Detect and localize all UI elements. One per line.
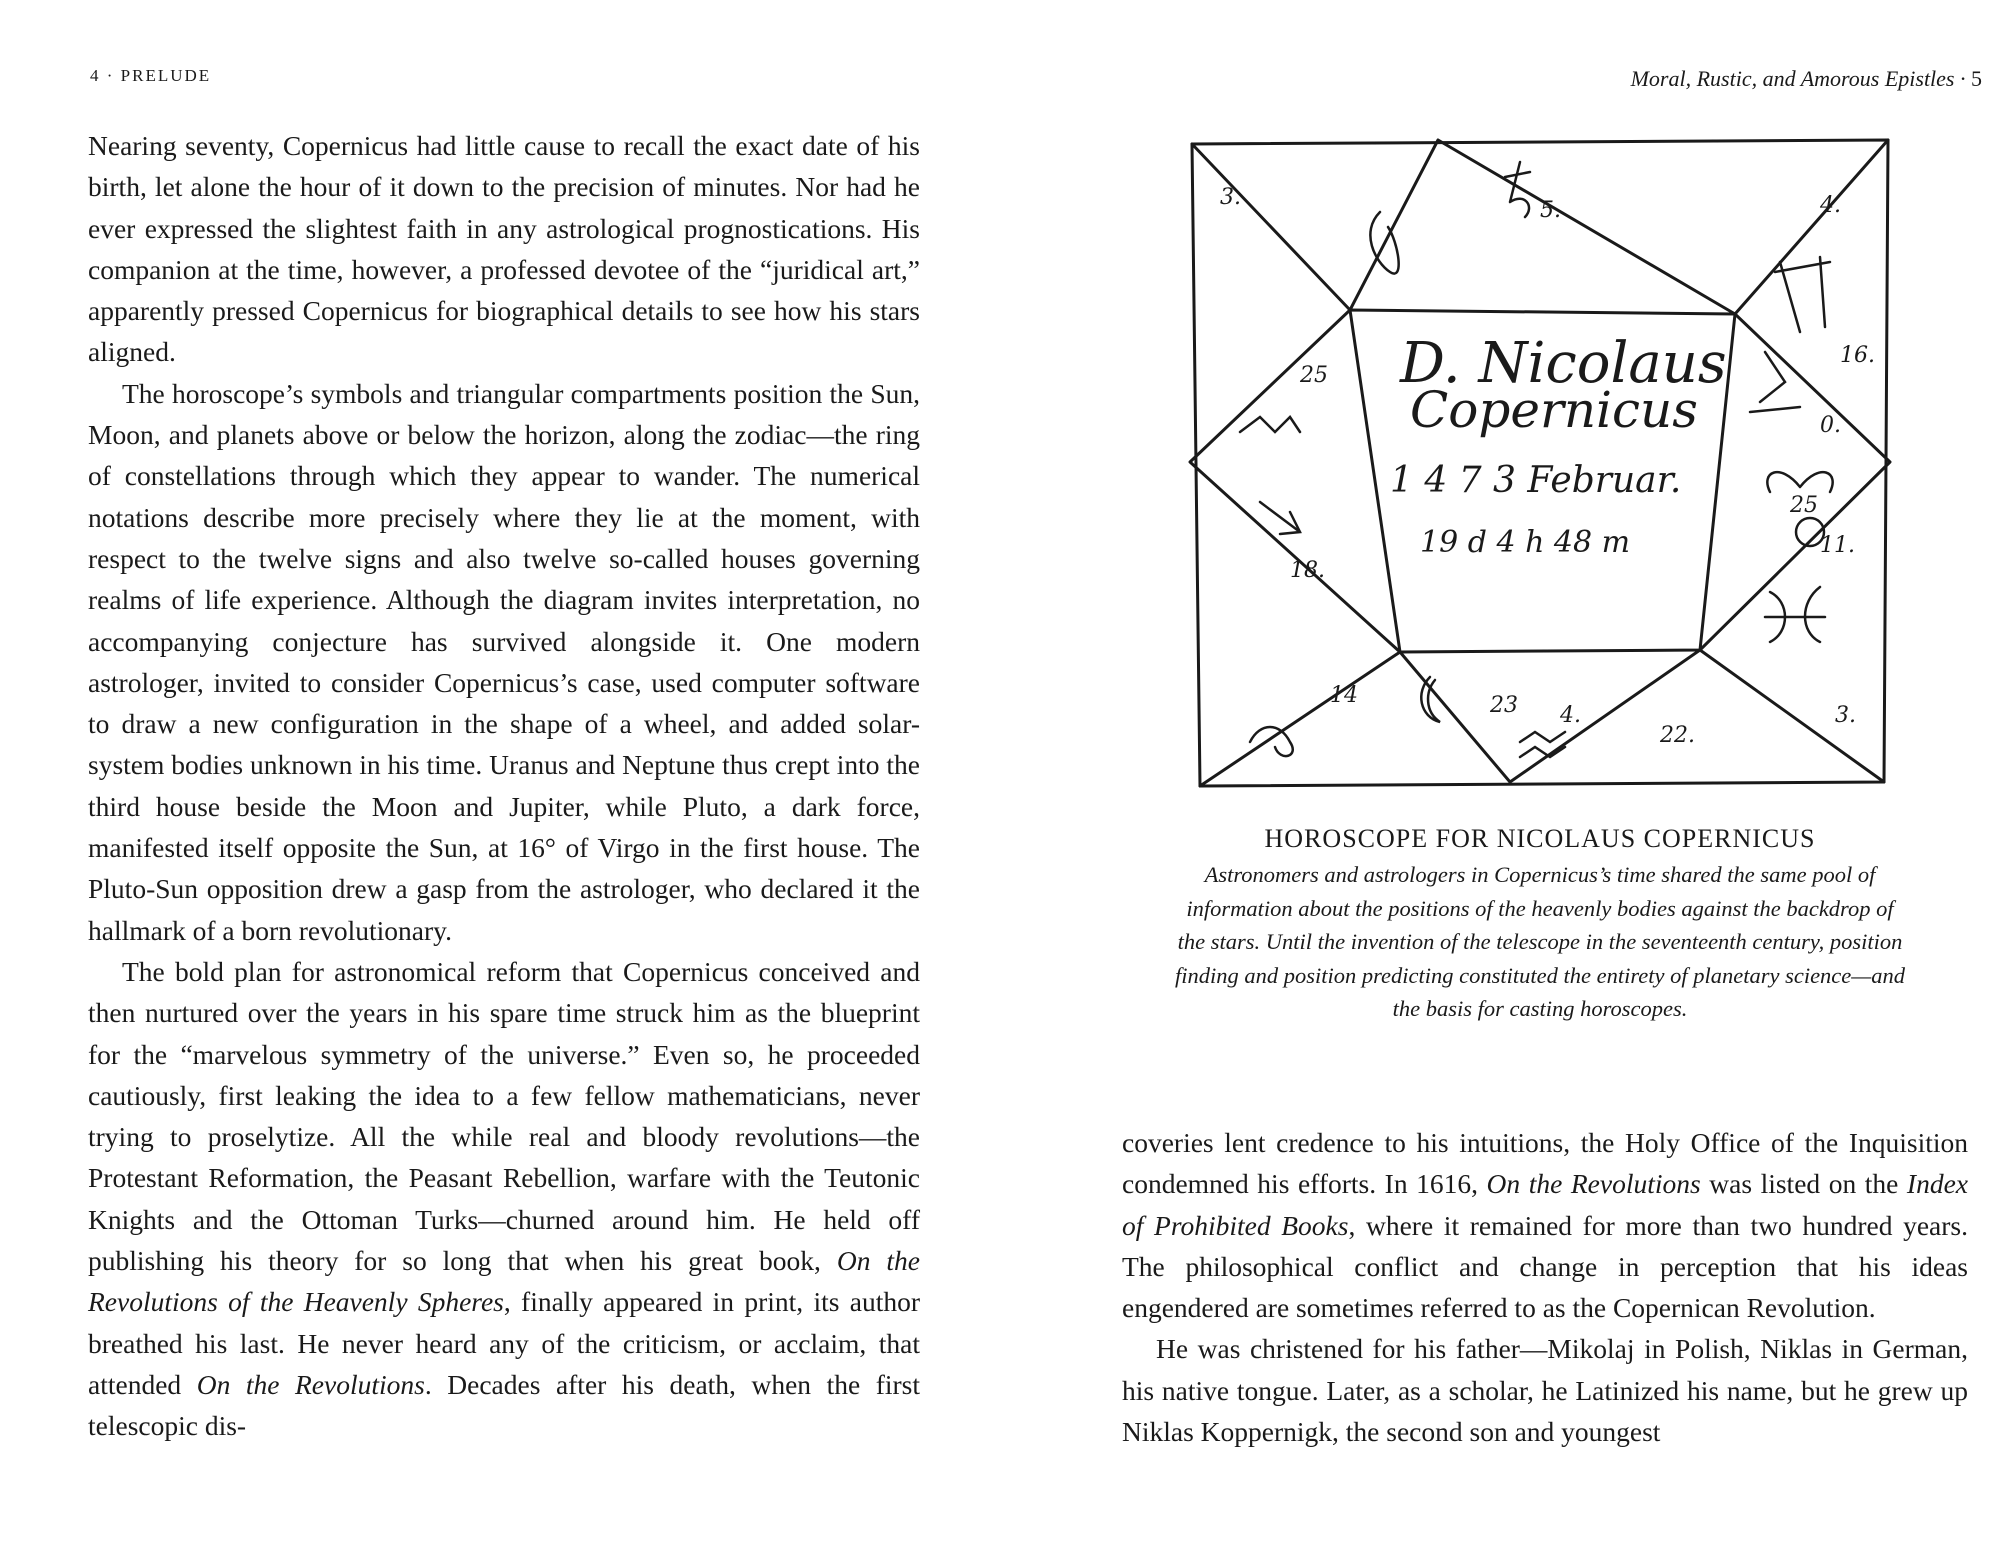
cusp-degree: 5.: [1540, 198, 1561, 223]
running-head-left: 4 · PRELUDE: [90, 66, 212, 85]
running-head-title: Moral, Rustic, and Amorous Epistles: [1630, 66, 1955, 91]
horoscope-figure: [1180, 132, 1900, 792]
body-paragraph: Nearing seventy, Copernicus had little cause to recall the exact date of his birth, let alone the hour of it down to the precision of minutes. Nor had he ever expressed the slightest faith in any astrological prognostications. His companion at the time, however, a professed devotee of the “juridical art,” apparently pressed Copernicus for biographical details to see how his stars aligned.: [88, 130, 920, 368]
figure-caption: [1170, 822, 1910, 1026]
capricorn-glyph-icon: [1250, 727, 1293, 756]
text-run: . Decades after his death, when the first telescopic dis-: [88, 1368, 921, 1442]
left-page-body: [88, 125, 920, 1447]
cusp-degree: 4.: [1820, 193, 1841, 218]
aries-glyph-icon: [1767, 472, 1832, 492]
gemini-glyph-icon: [1775, 257, 1830, 332]
text-run: coveries lent credence to his intuitions, the Holy Office of the Inquisition condemned his efforts. In 1616,: [1122, 1127, 1968, 1200]
book-title: On the Revolutions of the Heavenly Spheres: [88, 1245, 920, 1318]
diamond-bottom-right: [1700, 650, 1884, 782]
cusp-degree: 11.: [1820, 533, 1855, 558]
cusp-degree: 16.: [1840, 343, 1875, 368]
cusp-degree: 22.: [1660, 723, 1695, 748]
body-paragraph: [88, 951, 920, 1447]
pisces-glyph-icon: [1765, 587, 1825, 642]
libra-glyph-icon: [1750, 352, 1800, 412]
diamond-bottom-left: [1200, 652, 1400, 786]
page-number: 5: [1971, 66, 1982, 91]
cusp-degree: 25: [1790, 493, 1818, 518]
inscription-line: 19 d 4 h 48 m: [1420, 525, 1631, 560]
diamond-top-right: [1735, 140, 1888, 314]
inscription-line: 1 4 7 3 Februar.: [1390, 460, 1682, 501]
cusp-degree: 18.: [1290, 558, 1325, 583]
cusp-degree: 0.: [1820, 413, 1841, 438]
scorpio-glyph-icon: [1240, 417, 1300, 432]
cusp-degree: 3.: [1835, 703, 1856, 728]
cusp-degree: 3.: [1220, 185, 1241, 210]
book-title: On the Revolutions: [196, 1368, 425, 1400]
text-run: , where it remained for more than two hundred years. The philosophical conflict and change in perception that his ideas engendered are sometimes referred to as the Copernican Revolution.: [1122, 1209, 1969, 1324]
right-page-body: [1122, 1122, 1968, 1452]
running-head-right: Moral, Rustic, and Amorous Epistles · 5: [1630, 66, 1982, 91]
book-title: Index of Prohibited Books: [1122, 1168, 1968, 1241]
book-title: On the Revolutions: [1486, 1168, 1701, 1200]
caption-title: HOROSCOPE FOR NICOLAUS COPERNICUS: [1264, 824, 1816, 853]
text-run: was listed on the: [1700, 1168, 1907, 1200]
cusp-degree: 25: [1300, 363, 1328, 388]
text-run: , finally appeared in print, its author breathed his last. He never heard any of the criticism, or acclaim, that attended: [88, 1286, 920, 1400]
cusp-degree: 4.: [1560, 703, 1581, 728]
cusp-degree: 23: [1490, 693, 1518, 718]
text-run: The bold plan for astronomical reform that Copernicus conceived and then nurtured over the years in his spare time struck him as the blueprint for the “marvelous symmetry of the universe.” Even so, he proceeded cautiously, first leaking the idea to a few fellow mathematicians, never trying to proselytize. All the while real and bloody revolutions—the Protestant Reformation, the Peasant Rebellion, warfare with the Teutonic Knights and the Ottoman Turks—churned around him. He held off publishing his theory for so long that when his great book,: [88, 955, 920, 1277]
inscription-line: D. Nicolaus: [1400, 331, 1727, 396]
saturn-glyph-icon: [1505, 162, 1530, 217]
body-paragraph: The horoscope’s symbols and triangular compartments position the Sun, Moon, and planets above or below the horizon, along the zodiac—the ring of constellations through which they appear to wander. The numerical notations describe more precisely where they lie at the moment, with respect to the twelve signs and also twelve so-called houses governing realms of life experience. Although the diagram invites interpretation, no accompanying conjecture has survived alongside it. One modern astrologer, invited to consider Copernicus’s case, used computer software to draw a new configuration in the shape of a wheel, and added solar-system bodies unknown in his time. Uranus and Neptune thus crept into the third house beside the Moon and Jupiter, while Pluto, a dark force, manifested itself opposite the Sun, at 16° of Virgo in the first house. The Pluto-Sun opposition drew a gasp from the astrologer, who declared it the hallmark of a born revolutionary.: [88, 377, 920, 946]
body-paragraph: [1122, 1122, 1968, 1328]
body-paragraph: He was christened for his father—Mikolaj in Polish, Niklas in German, his native tongue. Later, as a scholar, he Latinized his name, but he grew up Niklas Koppernigk, the second son and youngest: [1122, 1333, 1968, 1448]
horoscope-diagram: [1180, 132, 1900, 792]
diamond-top-left: [1192, 144, 1350, 310]
caption-text: Astronomers and astrologers in Copernicus’s time shared the same pool of information about the positions of the heavenly bodies against the backdrop of the stars. Until the invention of the telescope in the seventeenth century, position finding and position predicting constituted the entirety of planetary science—and the basis for casting horoscopes.: [1174, 862, 1906, 1022]
aquarius-glyph-icon: [1520, 732, 1565, 757]
inscription-line: Copernicus: [1410, 381, 1698, 439]
moon-glyph-icon: [1421, 677, 1440, 722]
cusp-degree: 14: [1330, 683, 1358, 708]
